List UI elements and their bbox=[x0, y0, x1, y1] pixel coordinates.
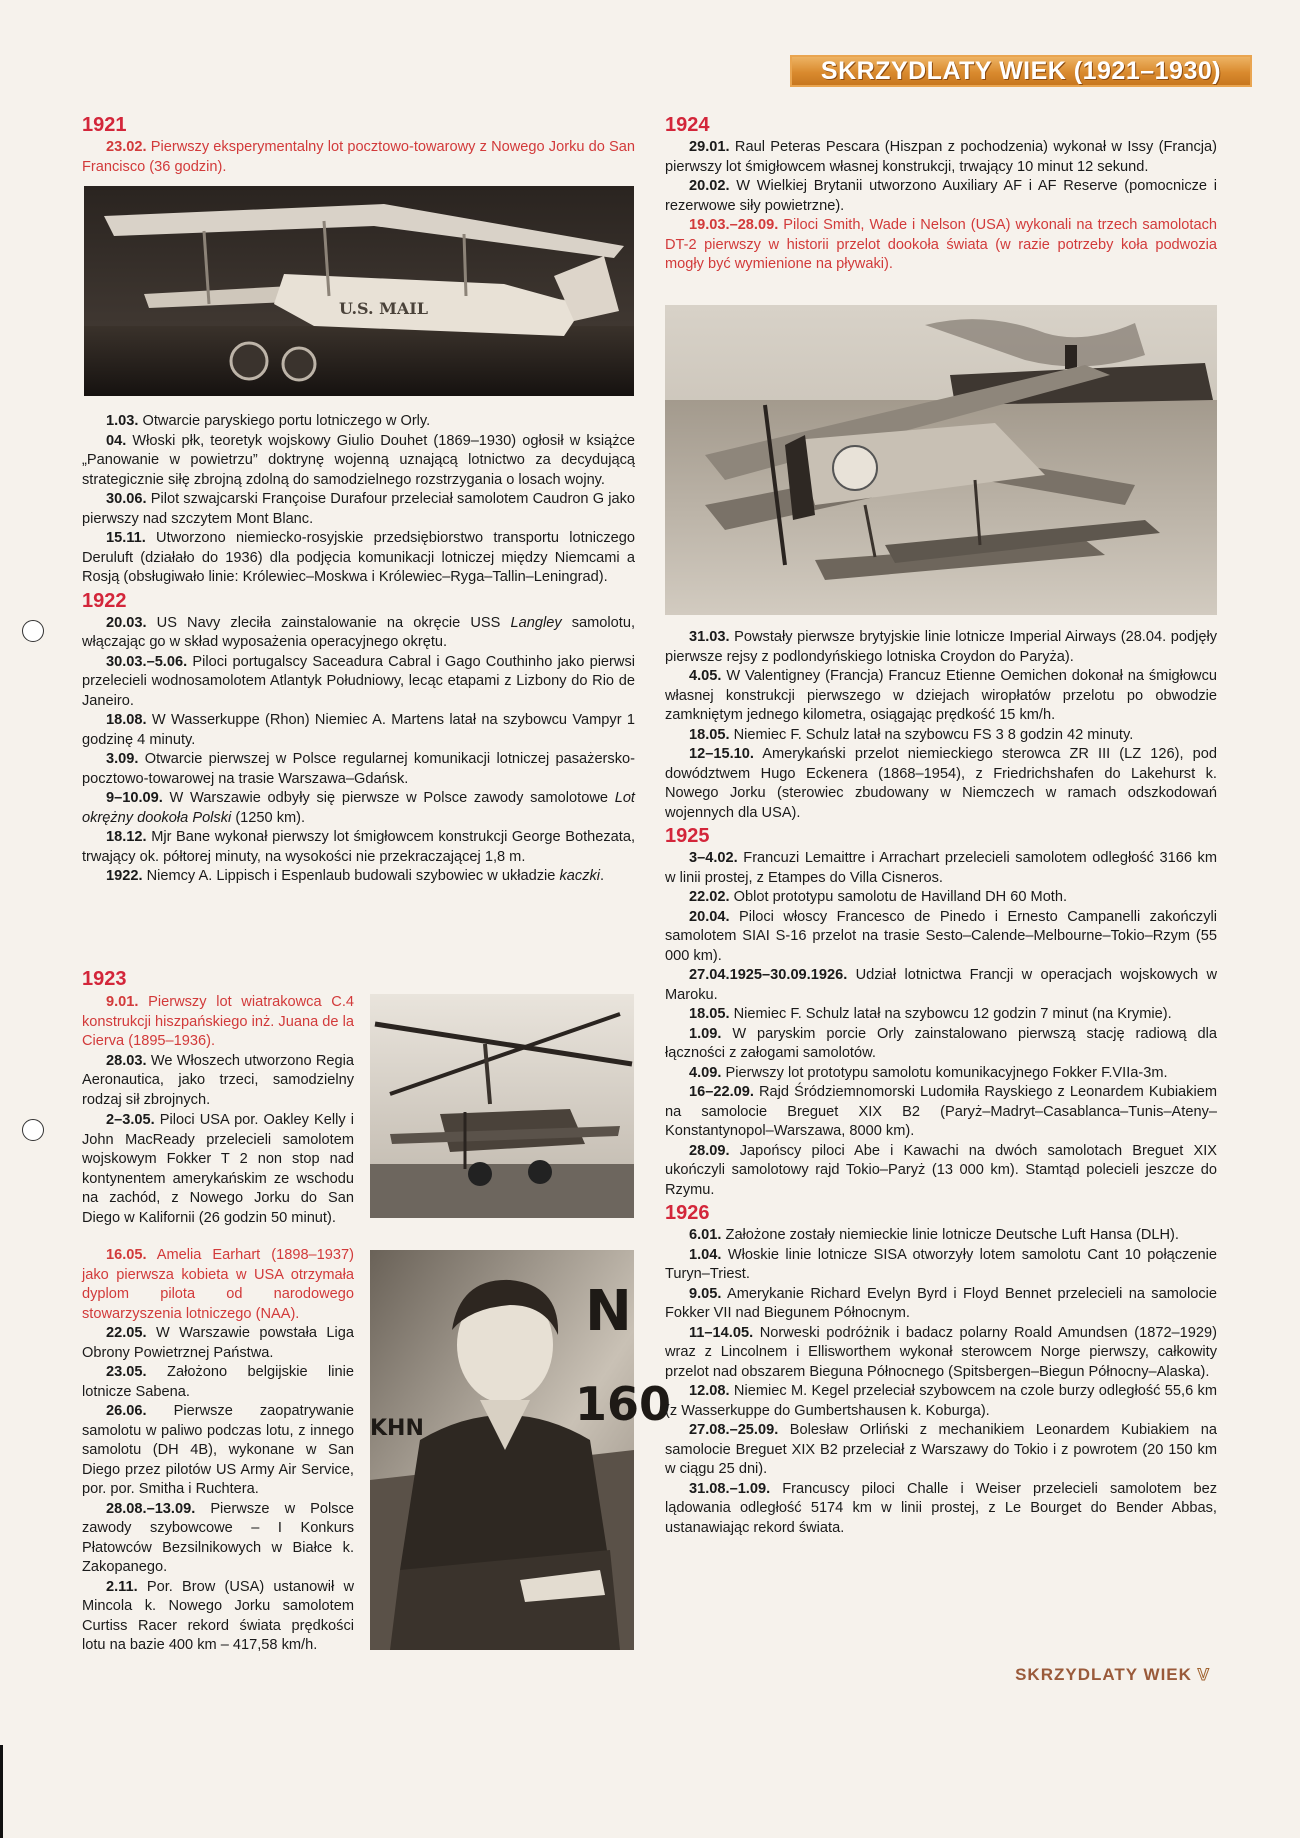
event-date: 1922. bbox=[106, 868, 143, 884]
event-1921-4 bbox=[82, 490, 635, 529]
plane-letter-n: N bbox=[585, 1279, 632, 1344]
event-date: 12–15.10. bbox=[689, 746, 754, 762]
event-text: Powstały pierwsze brytyjskie linie lotnicze Imperial Airways (28.04. podjęły pierwsze rejsy z podlondyńskiego lotniska Croydon do Paryża). bbox=[665, 629, 1217, 665]
event-text: Amerykański przelot niemieckiego sterowca ZR III (LZ 126), pod dowództwem Hugo Eckenera (1868–1954), z Friedrichshafen do Lakehurst k. Nowego Jorku (sterowiec zbudowany w Niemczech w ramach odszkodowań wojennych dla USA). bbox=[665, 746, 1217, 821]
event-text: Włoskie linie lotnicze SISA otworzyły lotem samolotu Cant 10 połączenie Turyn–Triest. bbox=[665, 1246, 1217, 1282]
event-text: W Warszawie odbyły się pierwsze w Polsce zawody samolotowe bbox=[162, 790, 615, 806]
event-1924-5 bbox=[665, 667, 1217, 726]
event-date: 4.09. bbox=[689, 1064, 722, 1081]
event-1923-4 bbox=[82, 1246, 354, 1324]
event-1922-2 bbox=[82, 653, 635, 712]
event-date: 3–4.02. bbox=[689, 850, 738, 866]
year-heading-1925: 1925 bbox=[665, 825, 710, 847]
event-1923-9 bbox=[82, 1578, 354, 1656]
event-1922-3 bbox=[82, 711, 635, 750]
event-text: Por. Brow (USA) ustanowił w Mincola k. Nowego Jorku samolotem Curtiss Racer rekord świata prędkości lotu na bazie 400 km – 417,58 km/h. bbox=[82, 1578, 354, 1653]
event-text: Założono belgijskie linie lotnicze Sabena. bbox=[82, 1364, 354, 1400]
left-column-middle bbox=[82, 412, 635, 887]
year-heading-1926: 1926 bbox=[665, 1202, 710, 1224]
event-text: Pierwsze w Polsce zawody szybowcowe – I Konkurs Płatowców Bezsilnikowych w Białce k. Zakopanego. bbox=[82, 1500, 354, 1575]
event-1922-5 bbox=[82, 789, 635, 828]
event-text: Francuscy piloci Challe i Weiser przelecieli samolotem bez lądowania odległość 5174 km w linii prostej, z Le Bourget do Bender Abbas, ustanawiając rekord świata. bbox=[665, 1480, 1217, 1536]
event-date: 1.04. bbox=[689, 1246, 722, 1263]
event-1925-6 bbox=[665, 1025, 1217, 1064]
seaplane-photo-illustration bbox=[665, 305, 1217, 615]
event-date: 18.05. bbox=[689, 1006, 730, 1022]
left-column-1923-narrow bbox=[82, 993, 354, 1110]
section-header-title: SKRZYDLATY WIEK (1921–1930) bbox=[820, 57, 1222, 85]
event-1926-5 bbox=[665, 1382, 1217, 1421]
event-date: 1.03. bbox=[106, 413, 139, 429]
event-text: Rajd Śródziemnomorski Ludomiła Rayskiego z Leonardem Kubiakiem na samolocie Breguet XIX B2 (Paryż–Madryt–Casablanca–Tunis–Ateny–Konstantynopol–Warszawa, 8000 km). bbox=[665, 1084, 1217, 1139]
event-date: 9.01. bbox=[106, 994, 139, 1010]
event-1923-8 bbox=[82, 1500, 354, 1578]
event-date: 20.03. bbox=[106, 614, 147, 631]
event-1924-1 bbox=[665, 138, 1217, 177]
event-text: Raul Peteras Pescara (Hiszpan z pochodzenia) wykonał w Issy (Francja) pierwszy lot śmigłowcem własnej konstrukcji, trwający 10 minut 12 sekund. bbox=[665, 139, 1217, 175]
ship-name: Langley bbox=[510, 614, 562, 631]
year-1923-block bbox=[82, 966, 635, 992]
binder-hole-upper bbox=[22, 620, 44, 642]
event-date: 16–22.09. bbox=[689, 1084, 754, 1100]
binder-hole-lower bbox=[22, 1119, 44, 1141]
photo-amelia-earhart bbox=[370, 1250, 672, 1650]
event-text: Pierwszy lot prototypu samolotu komunikacyjnego Fokker F.VIIa-3m. bbox=[721, 1064, 1168, 1081]
event-text: Piloci USA por. Oakley Kelly i John MacReady przelecieli samolotem wojskowym Fokker T 2 non stop nad kontynentem amerykańskim ze wschodu na zachód, z Nowego Jorku do San Diego w Kalifornii (26 godzin 50 minut). bbox=[82, 1112, 354, 1226]
event-date: 28.08.–13.09. bbox=[106, 1500, 196, 1517]
event-1923-7 bbox=[82, 1402, 354, 1500]
event-1926-3 bbox=[665, 1285, 1217, 1324]
event-1926-2 bbox=[665, 1246, 1217, 1285]
event-date: 20.02. bbox=[689, 178, 730, 194]
year-heading-1924: 1924 bbox=[665, 114, 710, 136]
contest-name: Lot okrężny dookoła Polski bbox=[82, 790, 635, 826]
event-text: . bbox=[600, 868, 605, 884]
left-column-1923-kelly bbox=[82, 1111, 635, 1228]
event-date: 15.11. bbox=[106, 530, 146, 546]
biplane-photo-illustration bbox=[84, 186, 634, 396]
event-text: W Valentigney (Francja) Francuz Etienne Oemichen dokonał na śmigłowcu własnej konstrukcji pierwszego w dziejach wiropłatów przelotu po obwodzie zamkniętym jednego kilometra, osiągając prędkość 15 km/h. bbox=[665, 668, 1217, 723]
event-date: 20.04. bbox=[689, 908, 730, 925]
event-1924-7 bbox=[665, 745, 1217, 823]
event-1921-3 bbox=[82, 432, 635, 491]
event-date: 31.03. bbox=[689, 629, 730, 645]
plane-letters-kh: KHN bbox=[370, 1416, 424, 1441]
event-text: Niemcy A. Lippisch i Espenlaub budowali szybowiec w układzie bbox=[142, 868, 560, 884]
event-1923-6 bbox=[82, 1363, 354, 1402]
event-text: Piloci Smith, Wade i Nelson (USA) wykonali na trzech samolotach DT-2 pierwszy w historii przelot dookoła świata (w razie potrzeby koła podwozia mogły być wymienione na pływaki). bbox=[665, 217, 1217, 272]
event-text: Założone zostały niemieckie linie lotnicze Deutsche Luft Hansa (DLH). bbox=[721, 1227, 1179, 1243]
event-1925-4 bbox=[665, 966, 1217, 1005]
event-text: W Warszawie powstała Liga Obrony Powietrznej Państwa. bbox=[82, 1325, 354, 1361]
event-text: Niemiec M. Kegel przeleciał szybowcem na czole burzy odległość 55,6 km (z Wasserkuppe do Gumbertshausen k. Koburga). bbox=[665, 1383, 1217, 1419]
event-date: 04. bbox=[106, 432, 127, 449]
event-1923-5 bbox=[82, 1324, 354, 1363]
event-1924-6 bbox=[665, 726, 1217, 746]
plane-number-160: 160 bbox=[575, 1377, 672, 1431]
event-text: Norweski podróżnik i badacz polarny Roald Amundsen (1872–1929) wraz z Lincolnem i Ellisworthem wykonał sterowcem Norge pierwszy, całkowity przelot nad obszarem Bieguna Północnego (Spitsbergen–Biegun Północny–Alaska). bbox=[665, 1324, 1217, 1380]
event-1921-1 bbox=[82, 138, 635, 177]
event-1924-2 bbox=[665, 177, 1217, 216]
event-date: 9–10.09. bbox=[106, 790, 163, 806]
event-1924-3 bbox=[665, 216, 1217, 275]
event-text: (1250 km). bbox=[231, 809, 306, 826]
event-1926-1 bbox=[665, 1226, 1217, 1246]
footer-brand bbox=[995, 1665, 1210, 1691]
event-1925-3 bbox=[665, 908, 1217, 967]
event-text: Utworzono niemiecko-rosyjskie przedsiębiorstwo transportu lotniczego Deruluft (działało do 1936) dla podjęcia komunikacji lotniczej między Niemcami a Rosją (obsługiwało linie: Królewiec–Moskwa i Królewiec–Ryga–Tallin–Leningrad). bbox=[82, 530, 635, 585]
event-text: Francuzi Lemaittre i Arrachart przelecieli samolotem odległość 3166 km w linii prostej, z Etampes do Villa Cisneros. bbox=[665, 850, 1217, 886]
event-text: W paryskim porcie Orly zainstalowano pierwszą stację radiową dla łączności z załogami samolotów. bbox=[665, 1025, 1217, 1061]
event-text: We Włoszech utworzono Regia Aeronautica, jako trzeci, samodzielny rodzaj sił zbrojnych. bbox=[82, 1052, 354, 1108]
event-date: 18.05. bbox=[689, 726, 730, 743]
event-text: Otwarcie pierwszej w Polsce regularnej komunikacji lotniczej pasażersko-pocztowo-towarowej na trasie Warszawa–Gdańsk. bbox=[82, 751, 635, 787]
photo-dt2-seaplane bbox=[665, 305, 1217, 615]
event-text: W Wasserkuppe (Rhon) Niemiec A. Martens latał na szybowcu Vampyr 1 godzinę 4 minuty. bbox=[82, 712, 635, 748]
event-1922-6 bbox=[82, 828, 635, 867]
event-date: 22.02. bbox=[689, 889, 730, 905]
page-edge-line bbox=[0, 1745, 3, 1838]
event-text: Pierwszy eksperymentalny lot pocztowo-towarowy z Nowego Jorku do San Francisco (36 godzin). bbox=[82, 139, 635, 175]
photo-us-mail-biplane bbox=[84, 186, 634, 396]
event-1923-3 bbox=[82, 1111, 354, 1228]
event-date: 11–14.05. bbox=[689, 1324, 754, 1341]
event-1921-5 bbox=[82, 529, 635, 588]
year-heading-1922: 1922 bbox=[82, 589, 127, 612]
event-text: Niemiec F. Schulz latał na szybowcu 12 godzin 7 minut (na Krymie). bbox=[729, 1006, 1172, 1022]
event-date: 19.03.–28.09. bbox=[689, 217, 779, 233]
event-date: 27.08.–25.09. bbox=[689, 1422, 779, 1438]
event-date: 28.09. bbox=[689, 1142, 730, 1159]
event-text: Oblot prototypu samolotu de Havilland DH 60 Moth. bbox=[729, 889, 1068, 905]
event-1926-4 bbox=[665, 1324, 1217, 1383]
event-date: 31.08.–1.09. bbox=[689, 1480, 771, 1497]
event-date: 2–3.05. bbox=[106, 1112, 155, 1128]
event-text: Pierwszy lot wiatrakowca C.4 konstrukcji hiszpańskiego inż. Juana de la Cierva (1895–1936). bbox=[82, 994, 354, 1049]
event-text: samolotu, włączając go w skład wyposażenia operacyjnego okrętu. bbox=[82, 614, 635, 650]
event-date: 30.06. bbox=[106, 491, 147, 507]
earhart-photo-illustration bbox=[370, 1250, 672, 1650]
event-date: 29.01. bbox=[689, 139, 730, 155]
right-column-top bbox=[665, 112, 1217, 275]
event-date: 4.05. bbox=[689, 668, 722, 684]
event-1925-8 bbox=[665, 1083, 1217, 1142]
event-1922-7 bbox=[82, 867, 635, 887]
event-1925-7 bbox=[665, 1064, 1217, 1084]
us-mail-fuselage-text: U.S. MAIL bbox=[339, 299, 429, 318]
event-1924-4 bbox=[665, 628, 1217, 667]
event-1926-7 bbox=[665, 1480, 1217, 1539]
event-date: 27.04.1925–30.09.1926. bbox=[689, 967, 848, 983]
event-date: 23.05. bbox=[106, 1364, 147, 1380]
right-column-bottom bbox=[665, 628, 1217, 1538]
event-date: 28.03. bbox=[106, 1052, 147, 1069]
event-text: W Wielkiej Brytanii utworzono Auxiliary AF i AF Reserve (pomocnicze i rezerwowe siły powietrzne). bbox=[665, 178, 1217, 214]
event-text: Amelia Earhart (1898–1937) jako pierwsza kobieta w USA otrzymała dyplom pilota od narodowego stowarzyszenia lotniczego (NAA). bbox=[82, 1247, 354, 1322]
event-date: 16.05. bbox=[106, 1247, 147, 1263]
event-text: Udział lotnictwa Francji w operacjach wojskowych w Maroku. bbox=[665, 967, 1217, 1003]
event-text: Amerykanie Richard Evelyn Byrd i Floyd Bennet przelecieli na samolocie Fokker VII nad Biegunem Północnym. bbox=[665, 1285, 1217, 1321]
event-date: 9.05. bbox=[689, 1285, 722, 1302]
left-column-top bbox=[82, 112, 635, 177]
event-1921-2 bbox=[82, 412, 635, 432]
footer-brand-text: SKRZYDLATY WIEK bbox=[1015, 1665, 1192, 1684]
event-date: 23.02. bbox=[106, 139, 147, 155]
event-date: 12.08. bbox=[689, 1383, 730, 1399]
event-date: 18.12. bbox=[106, 829, 147, 845]
event-1925-5 bbox=[665, 1005, 1217, 1025]
event-1926-6 bbox=[665, 1421, 1217, 1480]
footer-page-number: V bbox=[1197, 1665, 1210, 1684]
event-1925-2 bbox=[665, 888, 1217, 908]
event-date: 2.11. bbox=[106, 1578, 138, 1595]
event-text: Otwarcie paryskiego portu lotniczego w Orly. bbox=[138, 413, 431, 429]
event-1922-1 bbox=[82, 614, 635, 653]
event-text: Pierwsze zaopatrywanie samolotu w paliwo podczas lotu, z innego samolotu (DH 4B), wykonane w San Diego przez pilotów US Army Air Service, por. por. Smitha i Ruchtera. bbox=[82, 1403, 354, 1497]
event-1922-4 bbox=[82, 750, 635, 789]
event-text: Pilot szwajcarski Françoise Durafour przeleciał samolotem Caudron G jako pierwszy nad szczytem Mont Blanc. bbox=[82, 491, 635, 527]
left-column-1923-earhart bbox=[82, 1246, 354, 1656]
event-date: 3.09. bbox=[106, 751, 139, 767]
event-date: 18.08. bbox=[106, 712, 147, 728]
event-1925-9 bbox=[665, 1142, 1217, 1201]
event-text: Niemiec F. Schulz latał na szybowcu FS 3 8 godzin 42 minuty. bbox=[729, 726, 1134, 743]
event-date: 30.03.–5.06. bbox=[106, 653, 188, 670]
event-text: Piloci portugalscy Saceadura Cabral i Gago Couthinho jako pierwsi przelecieli wodnosamolotem Atlantyk Południowy, lecąc etapami z Lizbony do Rio de Janeiro. bbox=[82, 653, 635, 709]
section-header-bar bbox=[790, 55, 1252, 87]
year-heading-1921: 1921 bbox=[82, 114, 127, 136]
event-text: Bolesław Orliński z mechanikiem Leonardem Kubiakiem na samolocie Breguet XIX B2 przeleciał z Warszawy do Tokio i z powrotem (20 150 km w ciągu 25 dni). bbox=[665, 1422, 1217, 1477]
event-date: 6.01. bbox=[689, 1227, 722, 1243]
event-date: 22.05. bbox=[106, 1325, 147, 1341]
event-1925-1 bbox=[665, 849, 1217, 888]
year-heading-1923: 1923 bbox=[82, 968, 127, 990]
event-date: 1.09. bbox=[689, 1025, 722, 1042]
event-text: Włoski płk, teoretyk wojskowy Giulio Douhet (1869–1930) ogłosił w książce „Panowanie w powietrzu” doktrynę wojenną uznającą lotnictwo za decydującą strategicznie siłę zbrojną zdolną do samodzielnego rozstrzygania o losach wojny. bbox=[82, 432, 635, 488]
event-1923-1 bbox=[82, 993, 354, 1052]
event-date: 26.06. bbox=[106, 1403, 147, 1419]
event-text: US Navy zleciła zainstalowanie na okręcie USS bbox=[146, 614, 511, 631]
event-text: Japońscy piloci Abe i Kawachi na dwóch samolotach Breguet XIX ukończyli samolotowy rajd Tokio–Paryż (13 000 km). Stamtąd polecieli jeszcze do Rzymu. bbox=[665, 1142, 1217, 1198]
layout-name: kaczki bbox=[559, 868, 601, 884]
event-1923-2 bbox=[82, 1052, 354, 1111]
event-text: Mjr Bane wykonał pierwszy lot śmigłowcem konstrukcji George Bothezata, trwający ok. półtorej minuty, na wysokości nie przekraczającej 1,8 m. bbox=[82, 829, 635, 865]
event-text: Piloci włoscy Francesco de Pinedo i Ernesto Campanelli zakończyli samolotem SIAI S-16 przelot na trasie Sesto–Calende–Melbourne–Tokio–Rzym (55 000 km). bbox=[665, 908, 1217, 964]
